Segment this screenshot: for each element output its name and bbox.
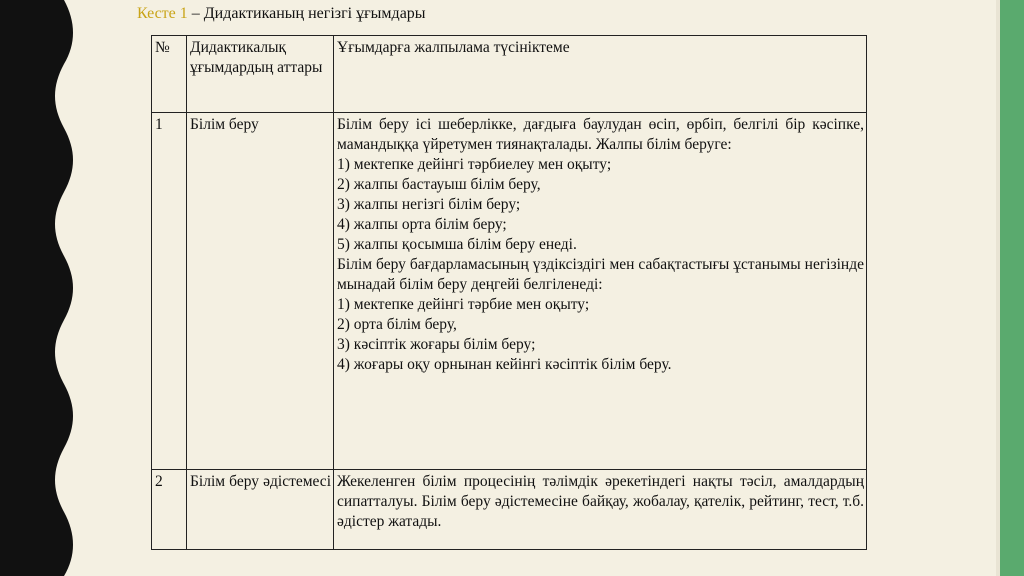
row-term: Білім беру әдістемесі [187,470,334,550]
caption-text: – Дидактиканың негізгі ұғымдары [187,5,426,22]
row-term: Білім беру [187,113,334,470]
list-item: 1) мектепке дейінгі тәрбие мен оқыту; [337,296,590,313]
header-description: Ұғымдарға жалпылама түсініктеме [334,36,867,113]
wavy-black-edge [0,0,80,576]
concepts-table [151,35,867,550]
header-num: № [152,36,187,113]
list-item: 1) мектепке дейінгі тәрбиелеу мен оқыту; [337,156,612,173]
table-caption [137,5,426,23]
list-item: 2) жалпы бастауыш білім беру, [337,176,541,193]
description-intro: Білім беру ісі шеберлікке, дағдыға баулудан өсіп, өрбіп, белгілі бір кәсіпке, мамандыққа үйретумен тиянақталады. Жалпы білім беруге: [337,116,864,153]
green-side-bar [1000,0,1024,576]
list-item: 5) жалпы қосымша білім беру енеді. [337,236,577,253]
row-description: Жекеленген білім процесінің тәлімдік әрекетіндегі нақты тәсіл, амалдардың сипатталуы. Білім беру әдістемесіне байқау, жобалау, қателік, рейтинг, тест, т.б. әдістер жатады. [334,470,867,550]
table-row [152,470,867,550]
header-row [152,36,867,113]
caption-number: Кесте 1 [137,5,188,22]
list-item: 3) кәсіптік жоғары білім беру; [337,336,536,353]
row-description [334,113,867,470]
table-row [152,113,867,470]
row-number: 1 [152,113,187,470]
description-middle: Білім беру бағдарламасының үздіксіздігі мен сабақтастығы ұстанымы негізінде мынадай білім беру деңгейі белгіленеді: [337,256,864,293]
list-item: 3) жалпы негізгі білім беру; [337,196,521,213]
list-item: 4) жоғары оқу орнынан кейінгі кәсіптік білім беру. [337,356,672,373]
row-number: 2 [152,470,187,550]
header-term: Дидактикалық ұғымдардың аттары [187,36,334,113]
list-item: 4) жалпы орта білім беру; [337,216,507,233]
list-item: 2) орта білім беру, [337,316,457,333]
